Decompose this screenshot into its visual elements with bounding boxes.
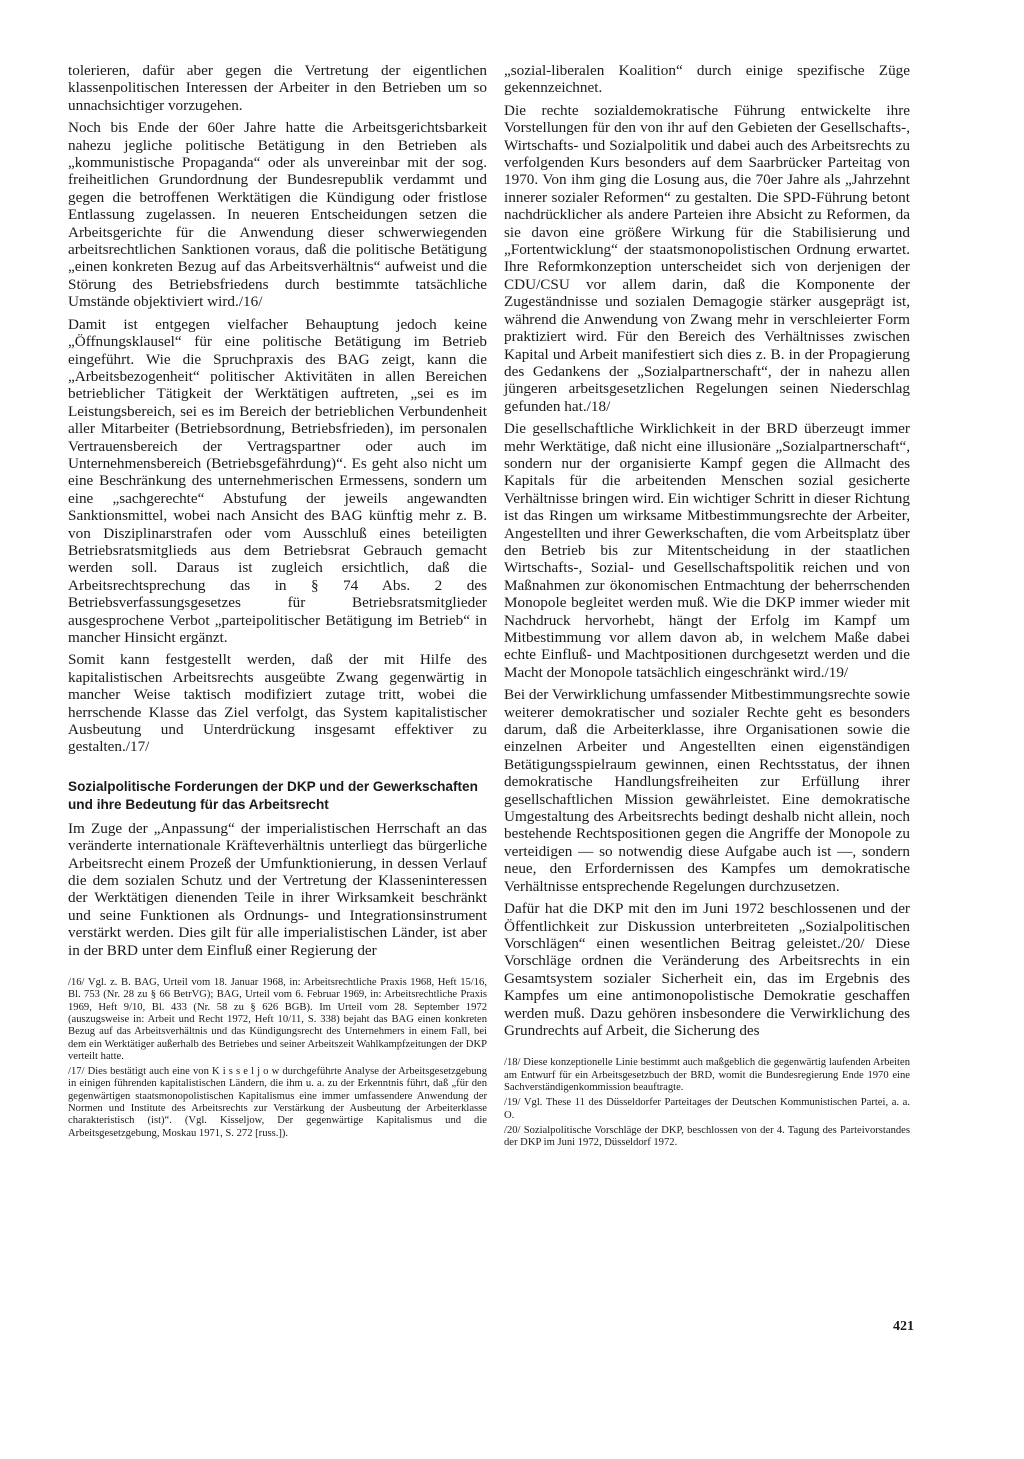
- left-column: [68, 62, 487, 1143]
- footnote: /19/ Vgl. These 11 des Düsseldorfer Parteitages der Deutschen Kommunistischen Partei, a. a. O.: [504, 1097, 910, 1121]
- body-paragraph: Bei der Verwirklichung umfassender Mitbestimmungsrechte sowie weiterer demokratischer und sozialer Rechte geht es besonders darum, daß die Arbeiterklasse, ihre Organisationen sowie die einzelnen Arbeiter und Angestellten einen eigenständigen Betätigungsspielraum gewinnen, einen Rechtsstatus, der ihnen demokratische Handlungsfreiheiten zur Erfüllung ihrer gesellschaftlichen Mission gewährleistet. Eine demokratische Umgestaltung des Arbeitsrechts bedingt deshalb nicht allein, noch bestehende Rechtspositionen gegen die Angriffe der Monopole zu verteidigen — so notwendig diese Aufgabe auch ist —, sondern neue, den Erfordernissen des Kampfes um demokratische Verhältnisse entsprechende Regelungen durchzusetzen.: [504, 686, 910, 895]
- footnote: /16/ Vgl. z. B. BAG, Urteil vom 18. Januar 1968, in: Arbeitsrechtliche Praxis 1968, Heft 15/16, Bl. 753 (Nr. 28 zu § 66 BetrVG); BAG, Urteil vom 6. Februar 1969, in: Arbeitsrechtliche Praxis 1969, Heft 9/10, Bl. 433 (Nr. 58 zu § 626 BGB). Im Urteil vom 28. September 1972 (auszugsweise in: Arbeit und Recht 1972, Heft 10/11, S. 338) bejaht das BAG einen konkreten Bezug auf das Arbeitsverhältnis und das Kündigungsrecht des Unternehmers in einem Fall, bei dem ein Werktätiger außerhalb des Betriebes und seiner Arbeitszeit Wahlkampfzeitungen der DKP verteilt hatte.: [68, 977, 487, 1062]
- body-paragraph: „sozial-liberalen Koalition“ durch einige spezifische Züge gekennzeichnet.: [504, 62, 910, 97]
- body-paragraph: Im Zuge der „Anpassung“ der imperialistischen Herrschaft an das veränderte internationale Kräfteverhältnis unterliegt das bürgerliche Arbeitsrecht einem Prozeß der Umfunktionierung, in dessen Verlauf die dem sozialen Schutz und der Vertretung der Klasseninteressen der Werktätigen dienenden Teile in ihrer Wirksamkeit beschränkt und seine Funktionen als Ordnungs- und Integrationsinstrument verstärkt werden. Dies gilt für alle imperialistischen Länder, ist aber in der BRD unter dem Einfluß einer Regierung der: [68, 819, 487, 959]
- body-paragraph: Die rechte sozialdemokratische Führung entwickelte ihre Vorstellungen für den von ihr auf den Gebieten der Gesellschafts-, Wirtschafts- und Sozialpolitik und dabei auch des Arbeitsrechts zu verfolgenden Kurs besonders auf dem Saarbrücker Parteitag von 1970. Von ihm ging die Losung aus, die 70er Jahre als „Jahrzehnt innerer sozialer Reformen“ zu gestalten. Die SPD-Führung betont nachdrücklicher als andere Parteien ihre Absicht zu Reformen, da sie davon eine größere Wirkung für die Stabilisierung und „Fortentwicklung“ der staatsmonopolistischen Ordnung erwartet. Ihre Reformkonzeption unterscheidet sich von derjenigen der CDU/CSU vor allem darin, daß die Komponente der Zugeständnisse und sozialen Demagogie stärker ausgeprägt ist, während die Anwendung von Zwang mehr in verschleierter Form praktiziert wird. Für den Bereich des Verhältnisses zwischen Kapital und Arbeit manifestiert sich dies z. B. in der Propagierung des Gedankens der „Sozialpartnerschaft“, der in nahezu allen jüngeren arbeitsgesetzlichen Regelungen seinen Niederschlag gefunden hat./18/: [504, 101, 910, 415]
- body-paragraph: tolerieren, dafür aber gegen die Vertretung der eigentlichen klassenpolitischen Interessen der Arbeiter in den Betrieben um so unnachsichtiger vorzugehen.: [68, 62, 487, 114]
- body-paragraph: Somit kann festgestellt werden, daß der mit Hilfe des kapitalistischen Arbeitsrechts ausgeübte Zwang gegenwärtig in mancher Weise taktisch modifiziert zutage tritt, wobei die herrschende Klasse das Ziel verfolgt, das System kapitalistischer Ausbeutung und Unterdrückung insgesamt effektiver zu gestalten./17/: [68, 651, 487, 756]
- footnote: /18/ Diese konzeptionelle Linie bestimmt auch maßgeblich die gegenwärtig laufenden Arbeiten am Entwurf für ein Arbeitsgesetzbuch der BRD, womit die Bundesregierung Ende 1970 eine Sachverständigenkommission beauftragte.: [504, 1057, 910, 1093]
- right-column: [504, 62, 910, 1152]
- body-paragraph: Damit ist entgegen vielfacher Behauptung jedoch keine „Öffnungsklausel“ für eine politische Betätigung im Betrieb eingeführt. Wie die Spruchpraxis des BAG zeigt, kann die „Arbeitsbezogenheit“ politischer Aktivitäten in allen Bereichen betrieblicher Tätigkeit der Werktätigen auftreten, „sei es im Leistungsbereich, sei es im Bereich der betrieblichen Verbundenheit aller Mitarbeiter (Betriebsordnung, Betriebsfrieden), im personalen Vertrauensbereich der Vertragspartner oder auch im Unternehmensbereich (Betriebsgefährdung)“. Es geht also nicht um eine Beschränkung des unternehmerischen Ermessens, sondern um eine „sachgerechte“ Abstufung der jeweils angewandten Sanktionsmittel, wobei nach Ansicht des BAG künftig mehr z. B. von Disziplinarstrafen oder vom Ausschluß eines beteiligten Betriebsratsmitglieds aus dem Betriebsrat Gebrauch gemacht werden soll. Daraus ist zugleich ersichtlich, daß die Arbeitsrechtsprechung das in § 74 Abs. 2 des Betriebsverfassungsgesetzes für Betriebsratsmitglieder ausgesprochene Verbot „parteipolitischer Betätigung im Betrieb“ in mancher Hinsicht ergänzt.: [68, 315, 487, 646]
- footnote: /20/ Sozialpolitische Vorschläge der DKP, beschlossen von der 4. Tagung des Parteivorstandes der DKP im Juni 1972, Düsseldorf 1972.: [504, 1124, 910, 1149]
- section-heading: Sozialpolitische Forderungen der DKP und der Gewerkschaften und ihre Bedeutung für das Arbeitsrecht: [68, 778, 478, 812]
- footnote: /17/ Dies bestätigt auch eine von K i s s e l j o w durchgeführte Analyse der Arbeitsgesetzgebung in einigen führenden kapitalistischen Ländern, die ihm u. a. zu der Erkenntnis führt, daß „für den gegenwärtigen staatsmonopolistischen Kapitalismus eine immer umfassendere Anwendung der Normen und Institute des Arbeitsrechts zur Verstärkung der Ausbeutung der Arbeiterklasse charakteristisch (ist)“. (Vgl. Kisseljow, Der gegenwärtige Kapitalismus und die Arbeitsgesetzgebung, Moskau 1971, S. 272 [russ.]).: [68, 1066, 487, 1139]
- body-paragraph: Die gesellschaftliche Wirklichkeit in der BRD überzeugt immer mehr Werktätige, daß nicht eine illusionäre „Sozialpartnerschaft“, sondern nur der organisierte Kampf gegen die Allmacht des Kapitals für die arbeitenden Menschen sozial gesicherte Verhältnisse bringen wird. Ein wichtiger Schritt in dieser Richtung ist das Ringen um wirksame Mitbestimmungsrechte der Arbeiter, Angestellten und ihrer Gewerkschaften, die vom Arbeitsplatz über den Betrieb bis zur Mitentscheidung in der staatlichen Wirtschafts-, Sozial- und Gesellschaftspolitik reichen und von Maßnahmen zur ökonomischen Entmachtung der beherrschenden Monopole begleitet werden muß. Wie die DKP immer wieder mit Nachdruck hervorhebt, hängt der Erfolg im Kampf um Mitbestimmung vor allem davon ab, in welchem Maße dabei echte Einfluß- und Machtpositionen durchgesetzt werden und die Macht der Monopole tatsächlich eingeschränkt wird./19/: [504, 420, 910, 681]
- body-paragraph: Noch bis Ende der 60er Jahre hatte die Arbeitsgerichtsbarkeit nahezu jegliche politische Betätigung in den Betrieben als „kommunistische Propaganda“ oder als unvereinbar mit der sog. freiheitlichen Grundordnung der Bundesrepublik verdammt und gegen die betroffenen Werktätigen die Kündigung oder fristlose Entlassung zugelassen. In neueren Entscheidungen setzen die Arbeitsgerichte für die Anwendung dieser schwerwiegenden arbeitsrechtlichen Sanktionen voraus, daß die politische Betätigung „einen konkreten Bezug auf das Arbeitsverhältnis“ aufweist und die Störung des Betriebsfriedens durch bestimmte tatsächliche Umstände objektiviert wird./16/: [68, 119, 487, 311]
- page-number: 421: [893, 1319, 914, 1334]
- body-paragraph: Dafür hat die DKP mit den im Juni 1972 beschlossenen und der Öffentlichkeit zur Diskussion unterbreiteten „Sozialpolitischen Vorschlägen“ einen wesentlichen Beitrag geleistet./20/ Diese Vorschläge ordnen die Veränderung des Arbeitsrechts in ein Gesamtsystem sozialer Sicherheit ein, das im Ergebnis des Kampfes um eine antimonopolistische Demokratie geschaffen werden muß. Dazu gehören insbesondere die Verwirklichung des Grundrechts auf Arbeit, die Sicherung des: [504, 900, 910, 1039]
